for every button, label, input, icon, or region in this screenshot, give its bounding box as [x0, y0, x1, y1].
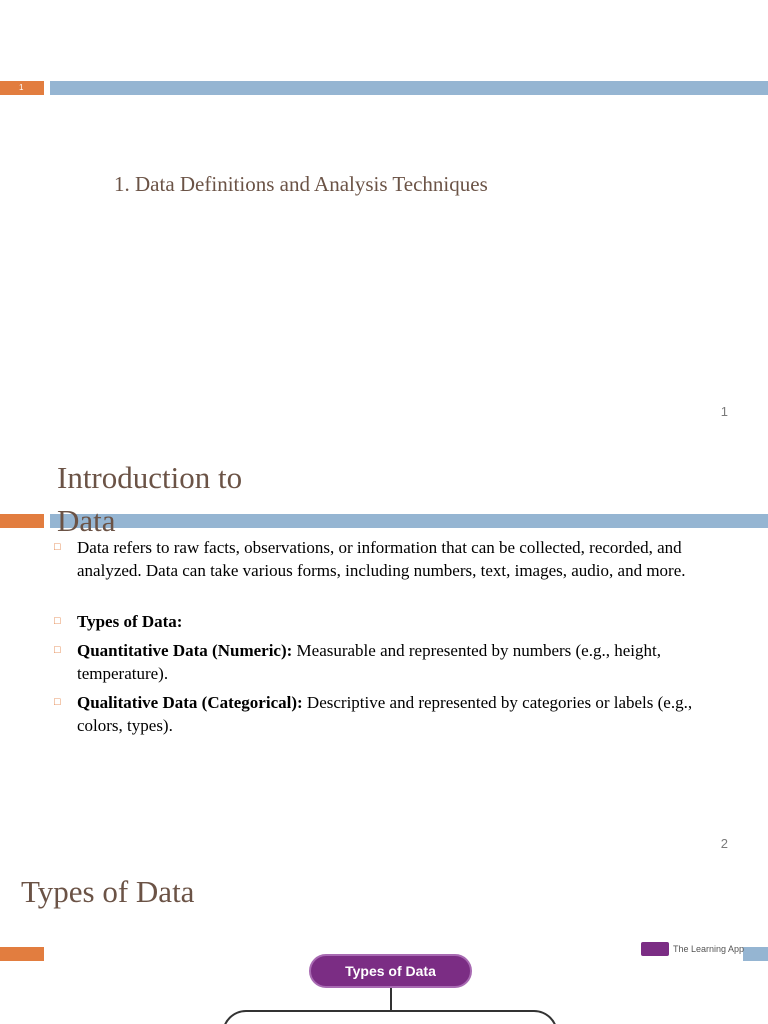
- bullet-icon: □: [54, 644, 61, 656]
- list-item: [54, 536, 694, 582]
- slide-3: [0, 864, 768, 1024]
- bullet-icon: □: [54, 615, 61, 627]
- accent-tab: [0, 514, 44, 528]
- slide-title: Types of Data: [21, 874, 195, 909]
- list-item: [54, 610, 694, 633]
- page-number: 1: [720, 404, 728, 419]
- header-bar: [50, 81, 768, 95]
- bullet-text: Data refers to raw facts, observations, or information that can be collected, recorded, and analyzed. Data can take various forms, including numbers, text, images, audio, and more.: [77, 538, 686, 580]
- bullet-bold: Quantitative Data (Numeric):: [77, 641, 293, 660]
- diagram-root-node: Types of Data: [309, 954, 472, 988]
- accent-tab: [0, 947, 44, 961]
- list-item: [54, 639, 694, 685]
- slide-title: Introduction to Data: [57, 460, 243, 538]
- diagram-branch-connector: [222, 1010, 558, 1024]
- bullet-icon: □: [54, 541, 61, 553]
- logo-text: The Learning App: [673, 943, 745, 954]
- bullet-text: Measurable and represented by numbers (e.g., height, temperature).: [77, 641, 661, 683]
- slide-number-tab-label: 1: [19, 83, 24, 92]
- slide-2: [0, 432, 768, 864]
- list-item: [54, 691, 694, 737]
- bullet-list: [54, 536, 694, 737]
- logo-icon: [641, 942, 669, 956]
- bullet-text: Descriptive and represented by categories or labels (e.g., colors, types).: [77, 693, 693, 735]
- page-number: 2: [720, 836, 728, 851]
- slide-1: [0, 0, 768, 432]
- diagram-connector: [390, 988, 392, 1010]
- header-bar: [743, 947, 768, 961]
- brand-logo: [641, 940, 744, 956]
- bullet-icon: □: [54, 696, 61, 708]
- slide-title: 1. Data Definitions and Analysis Techniques: [114, 172, 488, 196]
- bullet-bold: Qualitative Data (Categorical):: [77, 693, 303, 712]
- bullet-bold: Types of Data:: [77, 612, 183, 631]
